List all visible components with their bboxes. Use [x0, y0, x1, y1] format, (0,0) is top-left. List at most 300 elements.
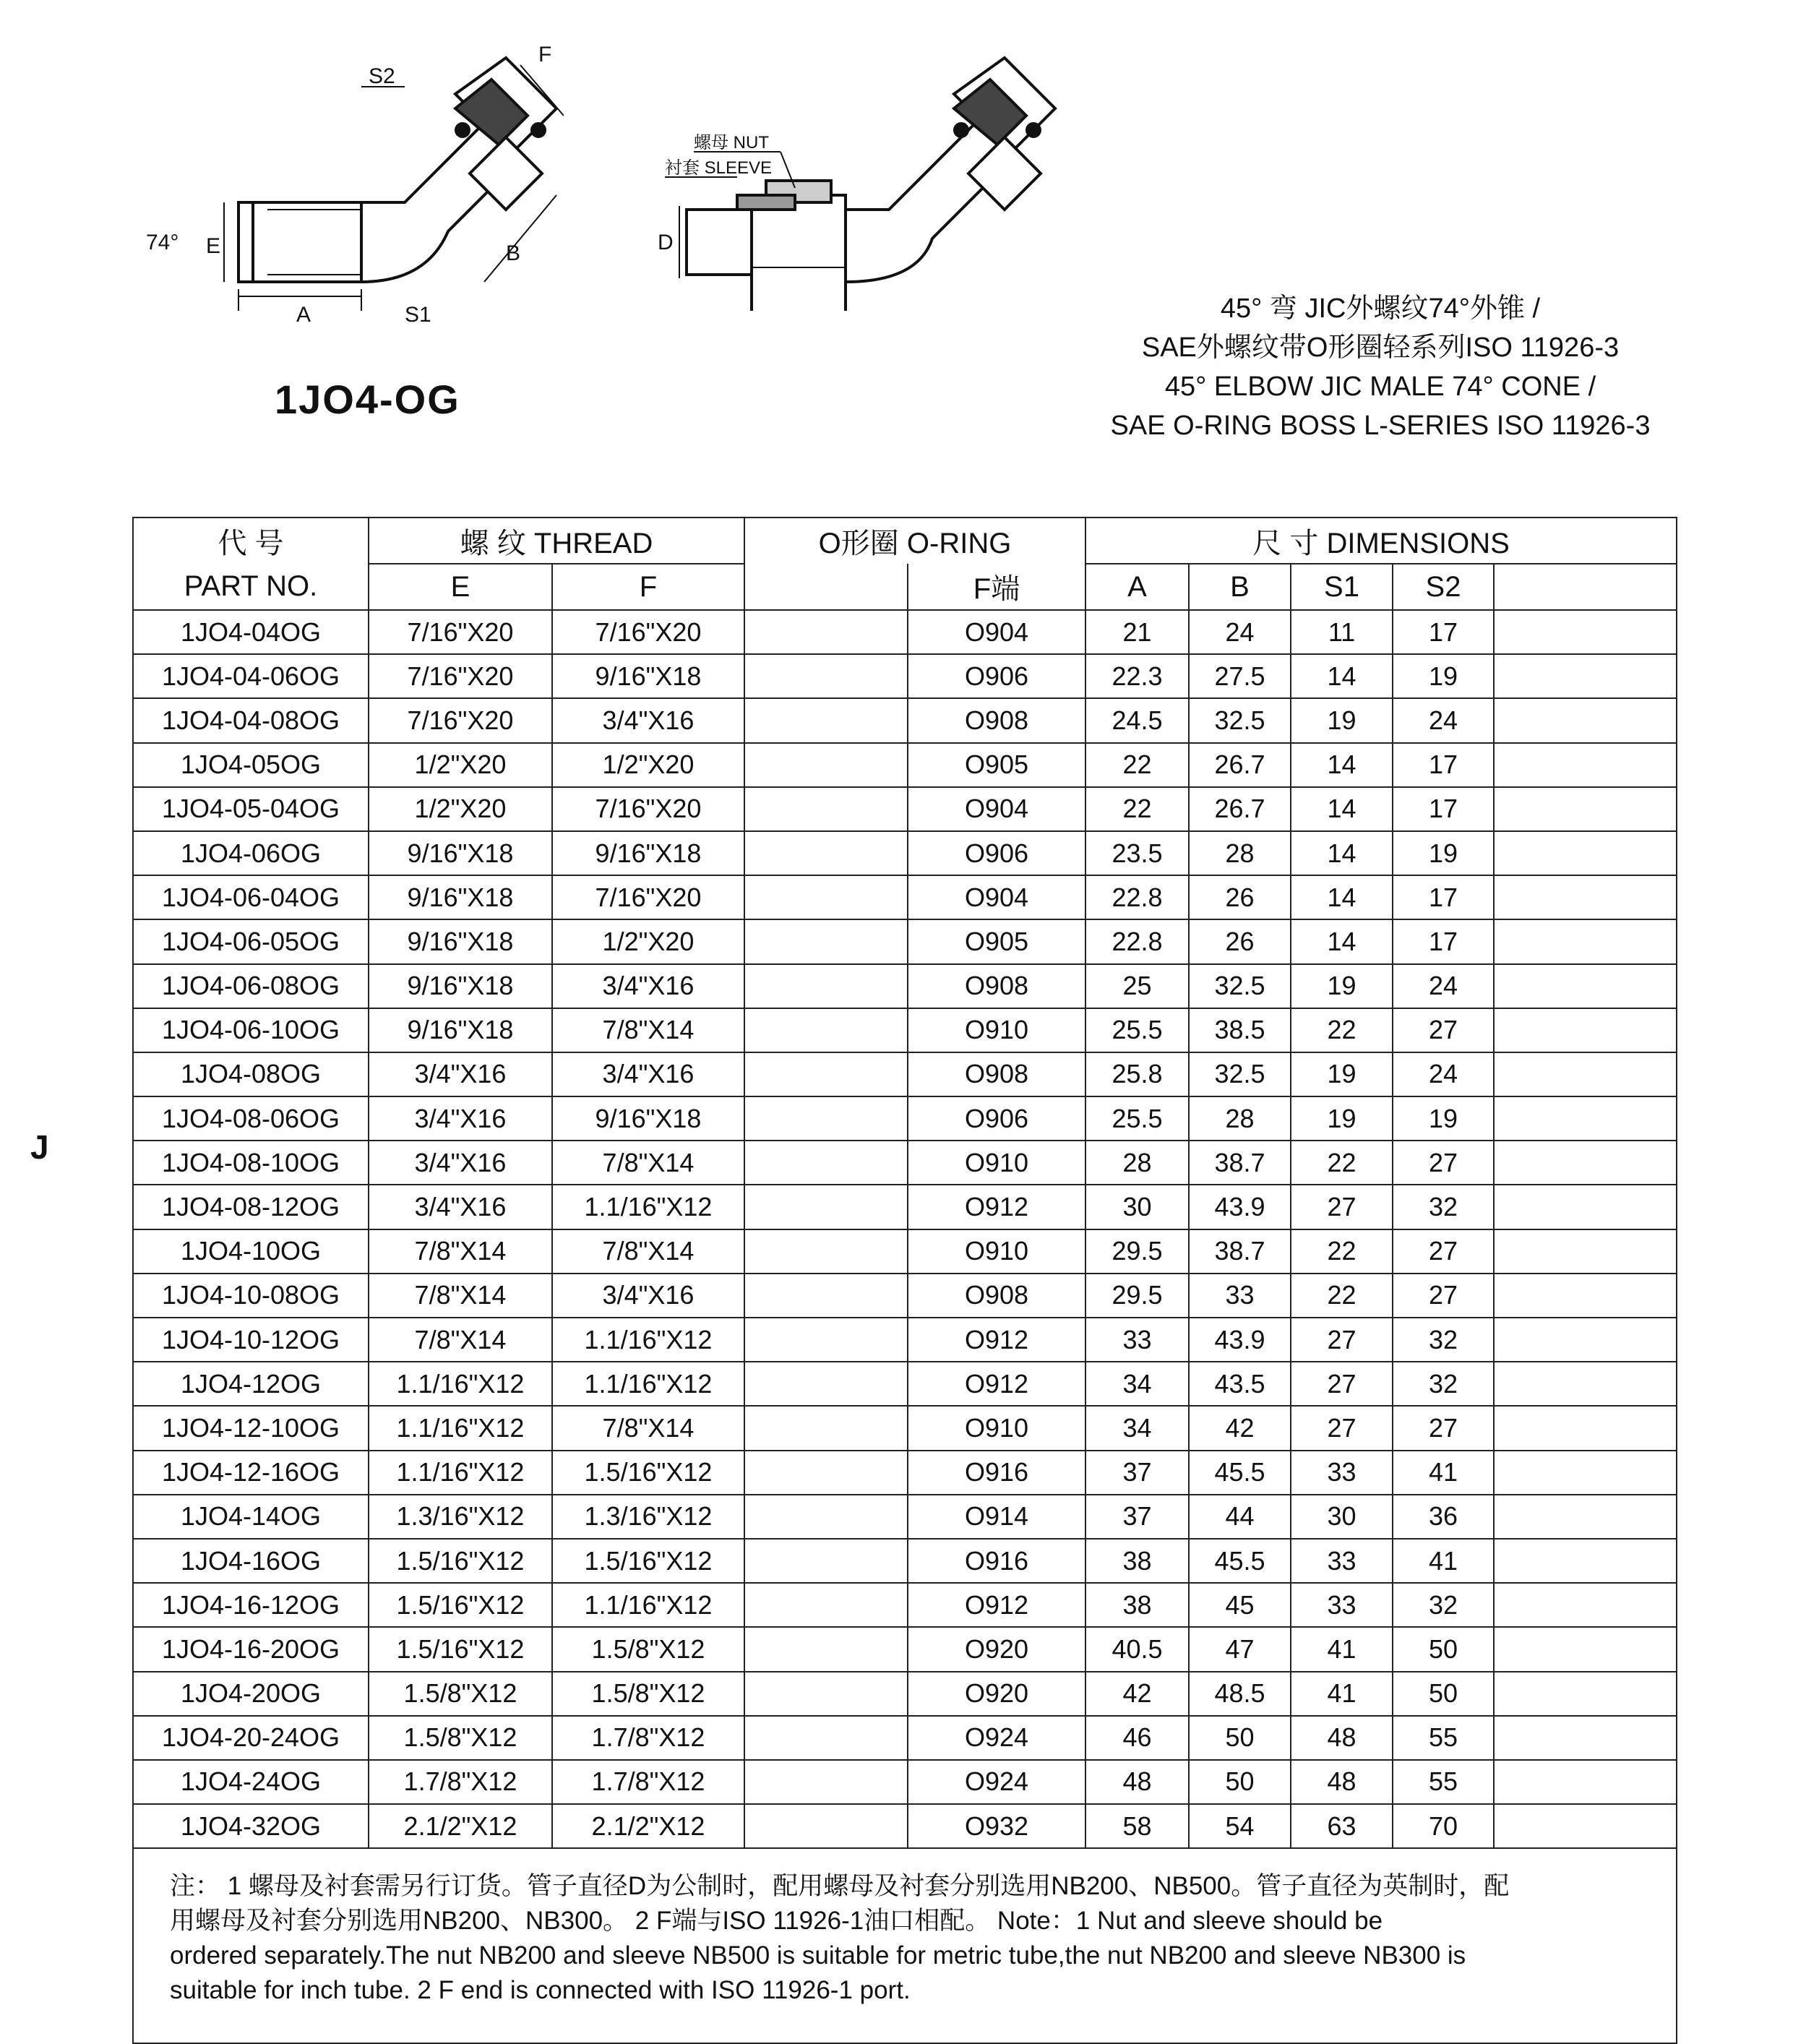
- cell-dim-a: 21: [1085, 610, 1189, 654]
- cell-thread-e: 7/8"X14: [369, 1318, 552, 1362]
- cell-dim-b: 38.7: [1189, 1141, 1291, 1185]
- cell-blank: [1494, 1760, 1677, 1804]
- table-row: [133, 1318, 1677, 1362]
- cell-dim-s2: 27: [1393, 1141, 1494, 1185]
- table-row: [133, 743, 1677, 787]
- cell-blank: [1494, 919, 1677, 963]
- cell-dim-s1: 19: [1291, 1052, 1393, 1096]
- table-row: [133, 787, 1677, 831]
- cell-dim-a: 22.3: [1085, 654, 1189, 698]
- header-f-end: F端: [908, 564, 1085, 610]
- cell-part-no: 1JO4-14OG: [133, 1495, 369, 1539]
- cell-part-no: 1JO4-10-12OG: [133, 1318, 369, 1362]
- header-dimensions: 尺 寸 DIMENSIONS: [1085, 518, 1677, 564]
- table-row: [133, 1406, 1677, 1450]
- cell-dim-s1: 27: [1291, 1185, 1393, 1229]
- cell-part-no: 1JO4-06-10OG: [133, 1008, 369, 1052]
- cell-dim-s1: 27: [1291, 1362, 1393, 1406]
- cell-thread-e: 7/16"X20: [369, 654, 552, 698]
- cell-thread-f: 7/8"X14: [552, 1229, 744, 1274]
- cell-dim-s2: 32: [1393, 1185, 1494, 1229]
- cell-part-no: 1JO4-04OG: [133, 610, 369, 654]
- note-line-4: suitable for inch tube. 2 F end is connected with ISO 11926-1 port.: [170, 1976, 911, 2005]
- cell-thread-f: 7/16"X20: [552, 787, 744, 831]
- cell-f-end: O906: [908, 831, 1085, 875]
- cell-dim-a: 38: [1085, 1539, 1189, 1583]
- table-row: [133, 610, 1677, 654]
- cell-f-end: O912: [908, 1362, 1085, 1406]
- cell-dim-b: 50: [1189, 1716, 1291, 1760]
- cell-f-end: O912: [908, 1185, 1085, 1229]
- cell-thread-e: 1.1/16"X12: [369, 1451, 552, 1495]
- cell-f-end: O916: [908, 1539, 1085, 1583]
- cell-thread-f: 9/16"X18: [552, 1096, 744, 1141]
- header-row-1: [133, 518, 1677, 564]
- note-line-3: ordered separately.The nut NB200 and sleeve NB500 is suitable for metric tube,the nut NB200 and sleeve NB300 is: [170, 1941, 1466, 1970]
- cell-dim-s1: 19: [1291, 1096, 1393, 1141]
- cell-thread-f: 1.1/16"X12: [552, 1362, 744, 1406]
- cell-part-no: 1JO4-05OG: [133, 743, 369, 787]
- cell-thread-e: 1.1/16"X12: [369, 1362, 552, 1406]
- cell-thread-f: 1/2"X20: [552, 919, 744, 963]
- cell-f-end: O908: [908, 1052, 1085, 1096]
- cell-dim-s1: 27: [1291, 1318, 1393, 1362]
- cell-f-end: O908: [908, 1274, 1085, 1318]
- cell-dim-a: 22: [1085, 787, 1189, 831]
- cell-dim-b: 43.5: [1189, 1362, 1291, 1406]
- table-row: [133, 1672, 1677, 1716]
- cell-dim-a: 28: [1085, 1141, 1189, 1185]
- section-letter: J: [30, 1128, 49, 1166]
- cell-f-end: O904: [908, 610, 1085, 654]
- cell-f-end: O932: [908, 1804, 1085, 1848]
- cell-thread-e: 7/8"X14: [369, 1229, 552, 1274]
- cell-dim-b: 47: [1189, 1627, 1291, 1671]
- cell-dim-b: 45.5: [1189, 1539, 1291, 1583]
- table-row: [133, 1716, 1677, 1760]
- cell-dim-a: 34: [1085, 1406, 1189, 1450]
- cell-part-no: 1JO4-04-06OG: [133, 654, 369, 698]
- cell-oring-blank: [744, 831, 908, 875]
- cell-thread-f: 3/4"X16: [552, 1274, 744, 1318]
- cell-thread-f: 1.7/8"X12: [552, 1716, 744, 1760]
- label-angle: 74°: [146, 231, 179, 254]
- specification-table: [132, 517, 1677, 2044]
- cell-dim-s2: 24: [1393, 1052, 1494, 1096]
- cell-thread-e: 1.7/8"X12: [369, 1760, 552, 1804]
- cell-dim-a: 29.5: [1085, 1229, 1189, 1274]
- product-description: [1055, 289, 1706, 445]
- table-row: [133, 1451, 1677, 1495]
- cell-dim-s2: 27: [1393, 1229, 1494, 1274]
- cell-f-end: O910: [908, 1141, 1085, 1185]
- cell-blank: [1494, 1583, 1677, 1627]
- cell-thread-e: 9/16"X18: [369, 875, 552, 919]
- cell-oring-blank: [744, 698, 908, 742]
- cell-dim-b: 45: [1189, 1583, 1291, 1627]
- cell-dim-s2: 70: [1393, 1804, 1494, 1848]
- cell-dim-s1: 14: [1291, 654, 1393, 698]
- table-row: [133, 1583, 1677, 1627]
- cell-part-no: 1JO4-08-06OG: [133, 1096, 369, 1141]
- cell-f-end: O904: [908, 787, 1085, 831]
- cell-dim-b: 43.9: [1189, 1318, 1291, 1362]
- cell-f-end: O908: [908, 698, 1085, 742]
- table-row: [133, 964, 1677, 1008]
- cell-dim-s2: 36: [1393, 1495, 1494, 1539]
- cell-part-no: 1JO4-12-16OG: [133, 1451, 369, 1495]
- cell-thread-f: 7/16"X20: [552, 610, 744, 654]
- cell-part-no: 1JO4-20-24OG: [133, 1716, 369, 1760]
- cell-thread-f: 1/2"X20: [552, 743, 744, 787]
- cell-part-no: 1JO4-08-12OG: [133, 1185, 369, 1229]
- cell-blank: [1494, 1229, 1677, 1274]
- note-line-1: 注： 1 螺母及衬套需另行订货。管子直径D为公制时，配用螺母及衬套分别选用NB200、NB500。管子直径为英制时，配: [170, 1872, 1510, 1901]
- cell-oring-blank: [744, 787, 908, 831]
- cell-part-no: 1JO4-24OG: [133, 1760, 369, 1804]
- cell-blank: [1494, 610, 1677, 654]
- cell-dim-s1: 14: [1291, 875, 1393, 919]
- cell-dim-s1: 19: [1291, 964, 1393, 1008]
- cell-dim-b: 38.5: [1189, 1008, 1291, 1052]
- cell-dim-s2: 17: [1393, 743, 1494, 787]
- cell-dim-s1: 41: [1291, 1627, 1393, 1671]
- table-row: [133, 698, 1677, 742]
- cell-part-no: 1JO4-10OG: [133, 1229, 369, 1274]
- cell-blank: [1494, 1185, 1677, 1229]
- notes-row: [133, 1848, 1677, 2043]
- cell-thread-e: 1.5/16"X12: [369, 1583, 552, 1627]
- cell-dim-s2: 55: [1393, 1716, 1494, 1760]
- cell-dim-b: 38.7: [1189, 1229, 1291, 1274]
- cell-f-end: O905: [908, 919, 1085, 963]
- cell-oring-blank: [744, 1318, 908, 1362]
- cell-blank: [1494, 1274, 1677, 1318]
- part-number-title: 1JO4-OG: [275, 377, 460, 422]
- cell-dim-s1: 14: [1291, 787, 1393, 831]
- label-b: B: [506, 241, 521, 265]
- cell-dim-s1: 33: [1291, 1451, 1393, 1495]
- cell-blank: [1494, 1141, 1677, 1185]
- cell-f-end: O912: [908, 1318, 1085, 1362]
- cell-f-end: O916: [908, 1451, 1085, 1495]
- cell-dim-s2: 24: [1393, 698, 1494, 742]
- header-row-2: [133, 564, 1677, 610]
- cell-dim-b: 27.5: [1189, 654, 1291, 698]
- cell-dim-b: 42: [1189, 1406, 1291, 1450]
- table-row: [133, 1627, 1677, 1671]
- cell-blank: [1494, 1804, 1677, 1848]
- cell-oring-blank: [744, 875, 908, 919]
- cell-thread-e: 9/16"X18: [369, 964, 552, 1008]
- table-row: [133, 1274, 1677, 1318]
- cell-thread-f: 7/8"X14: [552, 1141, 744, 1185]
- cell-dim-b: 26: [1189, 919, 1291, 963]
- cell-f-end: O910: [908, 1406, 1085, 1450]
- label-a: A: [296, 303, 311, 327]
- table-row: [133, 1229, 1677, 1274]
- cell-blank: [1494, 1716, 1677, 1760]
- cell-dim-s2: 32: [1393, 1583, 1494, 1627]
- label-e: E: [206, 234, 221, 258]
- cell-oring-blank: [744, 1362, 908, 1406]
- header-part-en: PART NO.: [133, 564, 369, 610]
- cell-thread-f: 3/4"X16: [552, 1052, 744, 1096]
- cell-dim-a: 22.8: [1085, 919, 1189, 963]
- cell-thread-f: 1.3/16"X12: [552, 1495, 744, 1539]
- header-b: B: [1189, 564, 1291, 610]
- cell-blank: [1494, 743, 1677, 787]
- table-row: [133, 1096, 1677, 1141]
- label-f: F: [538, 43, 552, 66]
- header-f: F: [552, 564, 744, 610]
- cell-blank: [1494, 1672, 1677, 1716]
- cell-blank: [1494, 698, 1677, 742]
- cell-dim-b: 43.9: [1189, 1185, 1291, 1229]
- cell-blank: [1494, 875, 1677, 919]
- note-line-2: 用螺母及衬套分别选用NB200、NB300。 2 F端与ISO 11926-1油口相配。 Note：1 Nut and sleeve should be: [170, 1907, 1383, 1936]
- cell-f-end: O924: [908, 1716, 1085, 1760]
- cell-dim-s1: 63: [1291, 1804, 1393, 1848]
- cell-dim-b: 32.5: [1189, 964, 1291, 1008]
- cell-dim-a: 25: [1085, 964, 1189, 1008]
- cell-oring-blank: [744, 1716, 908, 1760]
- cell-dim-a: 58: [1085, 1804, 1189, 1848]
- cell-part-no: 1JO4-06-05OG: [133, 919, 369, 963]
- header-s2: S2: [1393, 564, 1494, 610]
- cell-dim-a: 40.5: [1085, 1627, 1189, 1671]
- table-row: [133, 1804, 1677, 1848]
- cell-part-no: 1JO4-12OG: [133, 1362, 369, 1406]
- cell-thread-f: 7/8"X14: [552, 1008, 744, 1052]
- cell-f-end: O910: [908, 1229, 1085, 1274]
- cell-thread-e: 3/4"X16: [369, 1052, 552, 1096]
- cell-oring-blank: [744, 919, 908, 963]
- description-en-line1: 45° ELBOW JIC MALE 74° CONE /: [1164, 372, 1596, 402]
- table-row: [133, 1495, 1677, 1539]
- cell-dim-a: 48: [1085, 1760, 1189, 1804]
- fitting-dimension-drawing: [145, 43, 564, 332]
- cell-oring-blank: [744, 1495, 908, 1539]
- header-oring-blank: [744, 564, 908, 610]
- description-cn-line1: 45° 弯 JIC外螺纹74°外锥 /: [1220, 293, 1541, 324]
- cell-thread-f: 1.7/8"X12: [552, 1760, 744, 1804]
- cell-dim-s1: 22: [1291, 1008, 1393, 1052]
- cell-part-no: 1JO4-06-04OG: [133, 875, 369, 919]
- cell-dim-b: 32.5: [1189, 698, 1291, 742]
- cell-dim-a: 34: [1085, 1362, 1189, 1406]
- cell-thread-e: 1.5/16"X12: [369, 1627, 552, 1671]
- cell-oring-blank: [744, 654, 908, 698]
- cell-dim-a: 30: [1085, 1185, 1189, 1229]
- cell-dim-s2: 50: [1393, 1627, 1494, 1671]
- cell-blank: [1494, 831, 1677, 875]
- cell-f-end: O908: [908, 964, 1085, 1008]
- cell-f-end: O912: [908, 1583, 1085, 1627]
- cell-oring-blank: [744, 1760, 908, 1804]
- cell-dim-s1: 14: [1291, 831, 1393, 875]
- cell-blank: [1494, 787, 1677, 831]
- cell-blank: [1494, 1495, 1677, 1539]
- cell-dim-s2: 41: [1393, 1539, 1494, 1583]
- cell-thread-e: 9/16"X18: [369, 1008, 552, 1052]
- cell-thread-f: 1.5/8"X12: [552, 1672, 744, 1716]
- cell-thread-e: 9/16"X18: [369, 919, 552, 963]
- table-row: [133, 1760, 1677, 1804]
- cell-part-no: 1JO4-20OG: [133, 1672, 369, 1716]
- cell-dim-a: 23.5: [1085, 831, 1189, 875]
- table-row: [133, 831, 1677, 875]
- cell-oring-blank: [744, 1141, 908, 1185]
- table-row: [133, 919, 1677, 963]
- label-s1: S1: [405, 303, 431, 327]
- cell-blank: [1494, 1539, 1677, 1583]
- cell-part-no: 1JO4-16OG: [133, 1539, 369, 1583]
- cell-dim-s1: 22: [1291, 1141, 1393, 1185]
- cell-thread-f: 3/4"X16: [552, 964, 744, 1008]
- cell-dim-b: 26: [1189, 875, 1291, 919]
- cell-oring-blank: [744, 1096, 908, 1141]
- cell-blank: [1494, 654, 1677, 698]
- table-row: [133, 654, 1677, 698]
- cell-f-end: O920: [908, 1627, 1085, 1671]
- cell-dim-a: 42: [1085, 1672, 1189, 1716]
- cell-part-no: 1JO4-32OG: [133, 1804, 369, 1848]
- cell-thread-e: 1.5/16"X12: [369, 1539, 552, 1583]
- cell-dim-s1: 48: [1291, 1716, 1393, 1760]
- cell-dim-s2: 55: [1393, 1760, 1494, 1804]
- cell-thread-e: 7/16"X20: [369, 610, 552, 654]
- table-row: [133, 1141, 1677, 1185]
- cell-dim-s2: 17: [1393, 610, 1494, 654]
- cell-thread-f: 1.1/16"X12: [552, 1583, 744, 1627]
- cell-dim-b: 54: [1189, 1804, 1291, 1848]
- cell-blank: [1494, 1627, 1677, 1671]
- cell-dim-a: 38: [1085, 1583, 1189, 1627]
- cell-part-no: 1JO4-06OG: [133, 831, 369, 875]
- cell-f-end: O924: [908, 1760, 1085, 1804]
- cell-dim-s1: 19: [1291, 698, 1393, 742]
- cell-dim-a: 25.5: [1085, 1096, 1189, 1141]
- header-thread: 螺 纹 THREAD: [369, 518, 744, 564]
- cell-blank: [1494, 1096, 1677, 1141]
- cell-thread-e: 7/16"X20: [369, 698, 552, 742]
- cell-dim-b: 28: [1189, 1096, 1291, 1141]
- cell-thread-e: 9/16"X18: [369, 831, 552, 875]
- cell-blank: [1494, 964, 1677, 1008]
- notes-cell: [133, 1848, 1677, 2043]
- cell-oring-blank: [744, 1185, 908, 1229]
- cell-dim-a: 22.8: [1085, 875, 1189, 919]
- cell-dim-b: 32.5: [1189, 1052, 1291, 1096]
- cell-thread-e: 3/4"X16: [369, 1141, 552, 1185]
- cell-dim-a: 46: [1085, 1716, 1189, 1760]
- cell-dim-s2: 17: [1393, 875, 1494, 919]
- cell-thread-f: 3/4"X16: [552, 698, 744, 742]
- cell-dim-s1: 22: [1291, 1229, 1393, 1274]
- cell-blank: [1494, 1008, 1677, 1052]
- cell-dim-s2: 19: [1393, 654, 1494, 698]
- cell-dim-a: 29.5: [1085, 1274, 1189, 1318]
- cell-dim-b: 44: [1189, 1495, 1291, 1539]
- cell-dim-s2: 19: [1393, 1096, 1494, 1141]
- cell-thread-e: 1.5/8"X12: [369, 1672, 552, 1716]
- cell-dim-s2: 17: [1393, 787, 1494, 831]
- cell-thread-f: 1.5/16"X12: [552, 1451, 744, 1495]
- cell-oring-blank: [744, 1229, 908, 1274]
- cell-oring-blank: [744, 1274, 908, 1318]
- cell-f-end: O906: [908, 1096, 1085, 1141]
- cell-part-no: 1JO4-08OG: [133, 1052, 369, 1096]
- table-row: [133, 1362, 1677, 1406]
- header-e: E: [369, 564, 552, 610]
- label-sleeve: 衬套 SLEEVE: [665, 158, 773, 178]
- header-blank: [1494, 564, 1677, 610]
- cell-thread-f: 9/16"X18: [552, 654, 744, 698]
- cell-part-no: 1JO4-08-10OG: [133, 1141, 369, 1185]
- cell-part-no: 1JO4-16-12OG: [133, 1583, 369, 1627]
- cell-dim-s2: 41: [1393, 1451, 1494, 1495]
- cell-dim-s2: 27: [1393, 1008, 1494, 1052]
- cell-thread-f: 2.1/2"X12: [552, 1804, 744, 1848]
- cell-thread-e: 1.1/16"X12: [369, 1406, 552, 1450]
- cell-part-no: 1JO4-06-08OG: [133, 964, 369, 1008]
- label-s2: S2: [369, 64, 395, 88]
- label-d: D: [658, 231, 674, 254]
- cell-oring-blank: [744, 743, 908, 787]
- cell-part-no: 1JO4-04-08OG: [133, 698, 369, 742]
- cell-f-end: O904: [908, 875, 1085, 919]
- cell-blank: [1494, 1406, 1677, 1450]
- table-row: [133, 875, 1677, 919]
- cell-dim-b: 45.5: [1189, 1451, 1291, 1495]
- cell-oring-blank: [744, 1627, 908, 1671]
- cell-oring-blank: [744, 1406, 908, 1450]
- cell-blank: [1494, 1362, 1677, 1406]
- cell-dim-s2: 32: [1393, 1318, 1494, 1362]
- cell-dim-s2: 27: [1393, 1274, 1494, 1318]
- table-row: [133, 1052, 1677, 1096]
- cell-thread-f: 1.1/16"X12: [552, 1318, 744, 1362]
- cell-thread-e: 3/4"X16: [369, 1185, 552, 1229]
- cell-dim-b: 48.5: [1189, 1672, 1291, 1716]
- label-nut: 螺母 NUT: [694, 133, 769, 153]
- cell-dim-b: 26.7: [1189, 787, 1291, 831]
- cell-dim-b: 26.7: [1189, 743, 1291, 787]
- cell-thread-f: 7/8"X14: [552, 1406, 744, 1450]
- cell-oring-blank: [744, 1052, 908, 1096]
- cell-dim-s1: 33: [1291, 1583, 1393, 1627]
- cell-thread-f: 7/16"X20: [552, 875, 744, 919]
- cell-oring-blank: [744, 1451, 908, 1495]
- cell-dim-s2: 24: [1393, 964, 1494, 1008]
- cell-dim-s1: 27: [1291, 1406, 1393, 1450]
- cell-oring-blank: [744, 1583, 908, 1627]
- cell-part-no: 1JO4-12-10OG: [133, 1406, 369, 1450]
- table-row: [133, 1008, 1677, 1052]
- fitting-assembly-drawing: [650, 51, 1098, 311]
- cell-dim-a: 24.5: [1085, 698, 1189, 742]
- cell-thread-e: 1.5/8"X12: [369, 1716, 552, 1760]
- cell-blank: [1494, 1451, 1677, 1495]
- cell-dim-a: 33: [1085, 1318, 1189, 1362]
- cell-dim-s1: 14: [1291, 919, 1393, 963]
- cell-f-end: O905: [908, 743, 1085, 787]
- cell-dim-a: 37: [1085, 1495, 1189, 1539]
- cell-part-no: 1JO4-16-20OG: [133, 1627, 369, 1671]
- table-row: [133, 1539, 1677, 1583]
- table-row: [133, 1185, 1677, 1229]
